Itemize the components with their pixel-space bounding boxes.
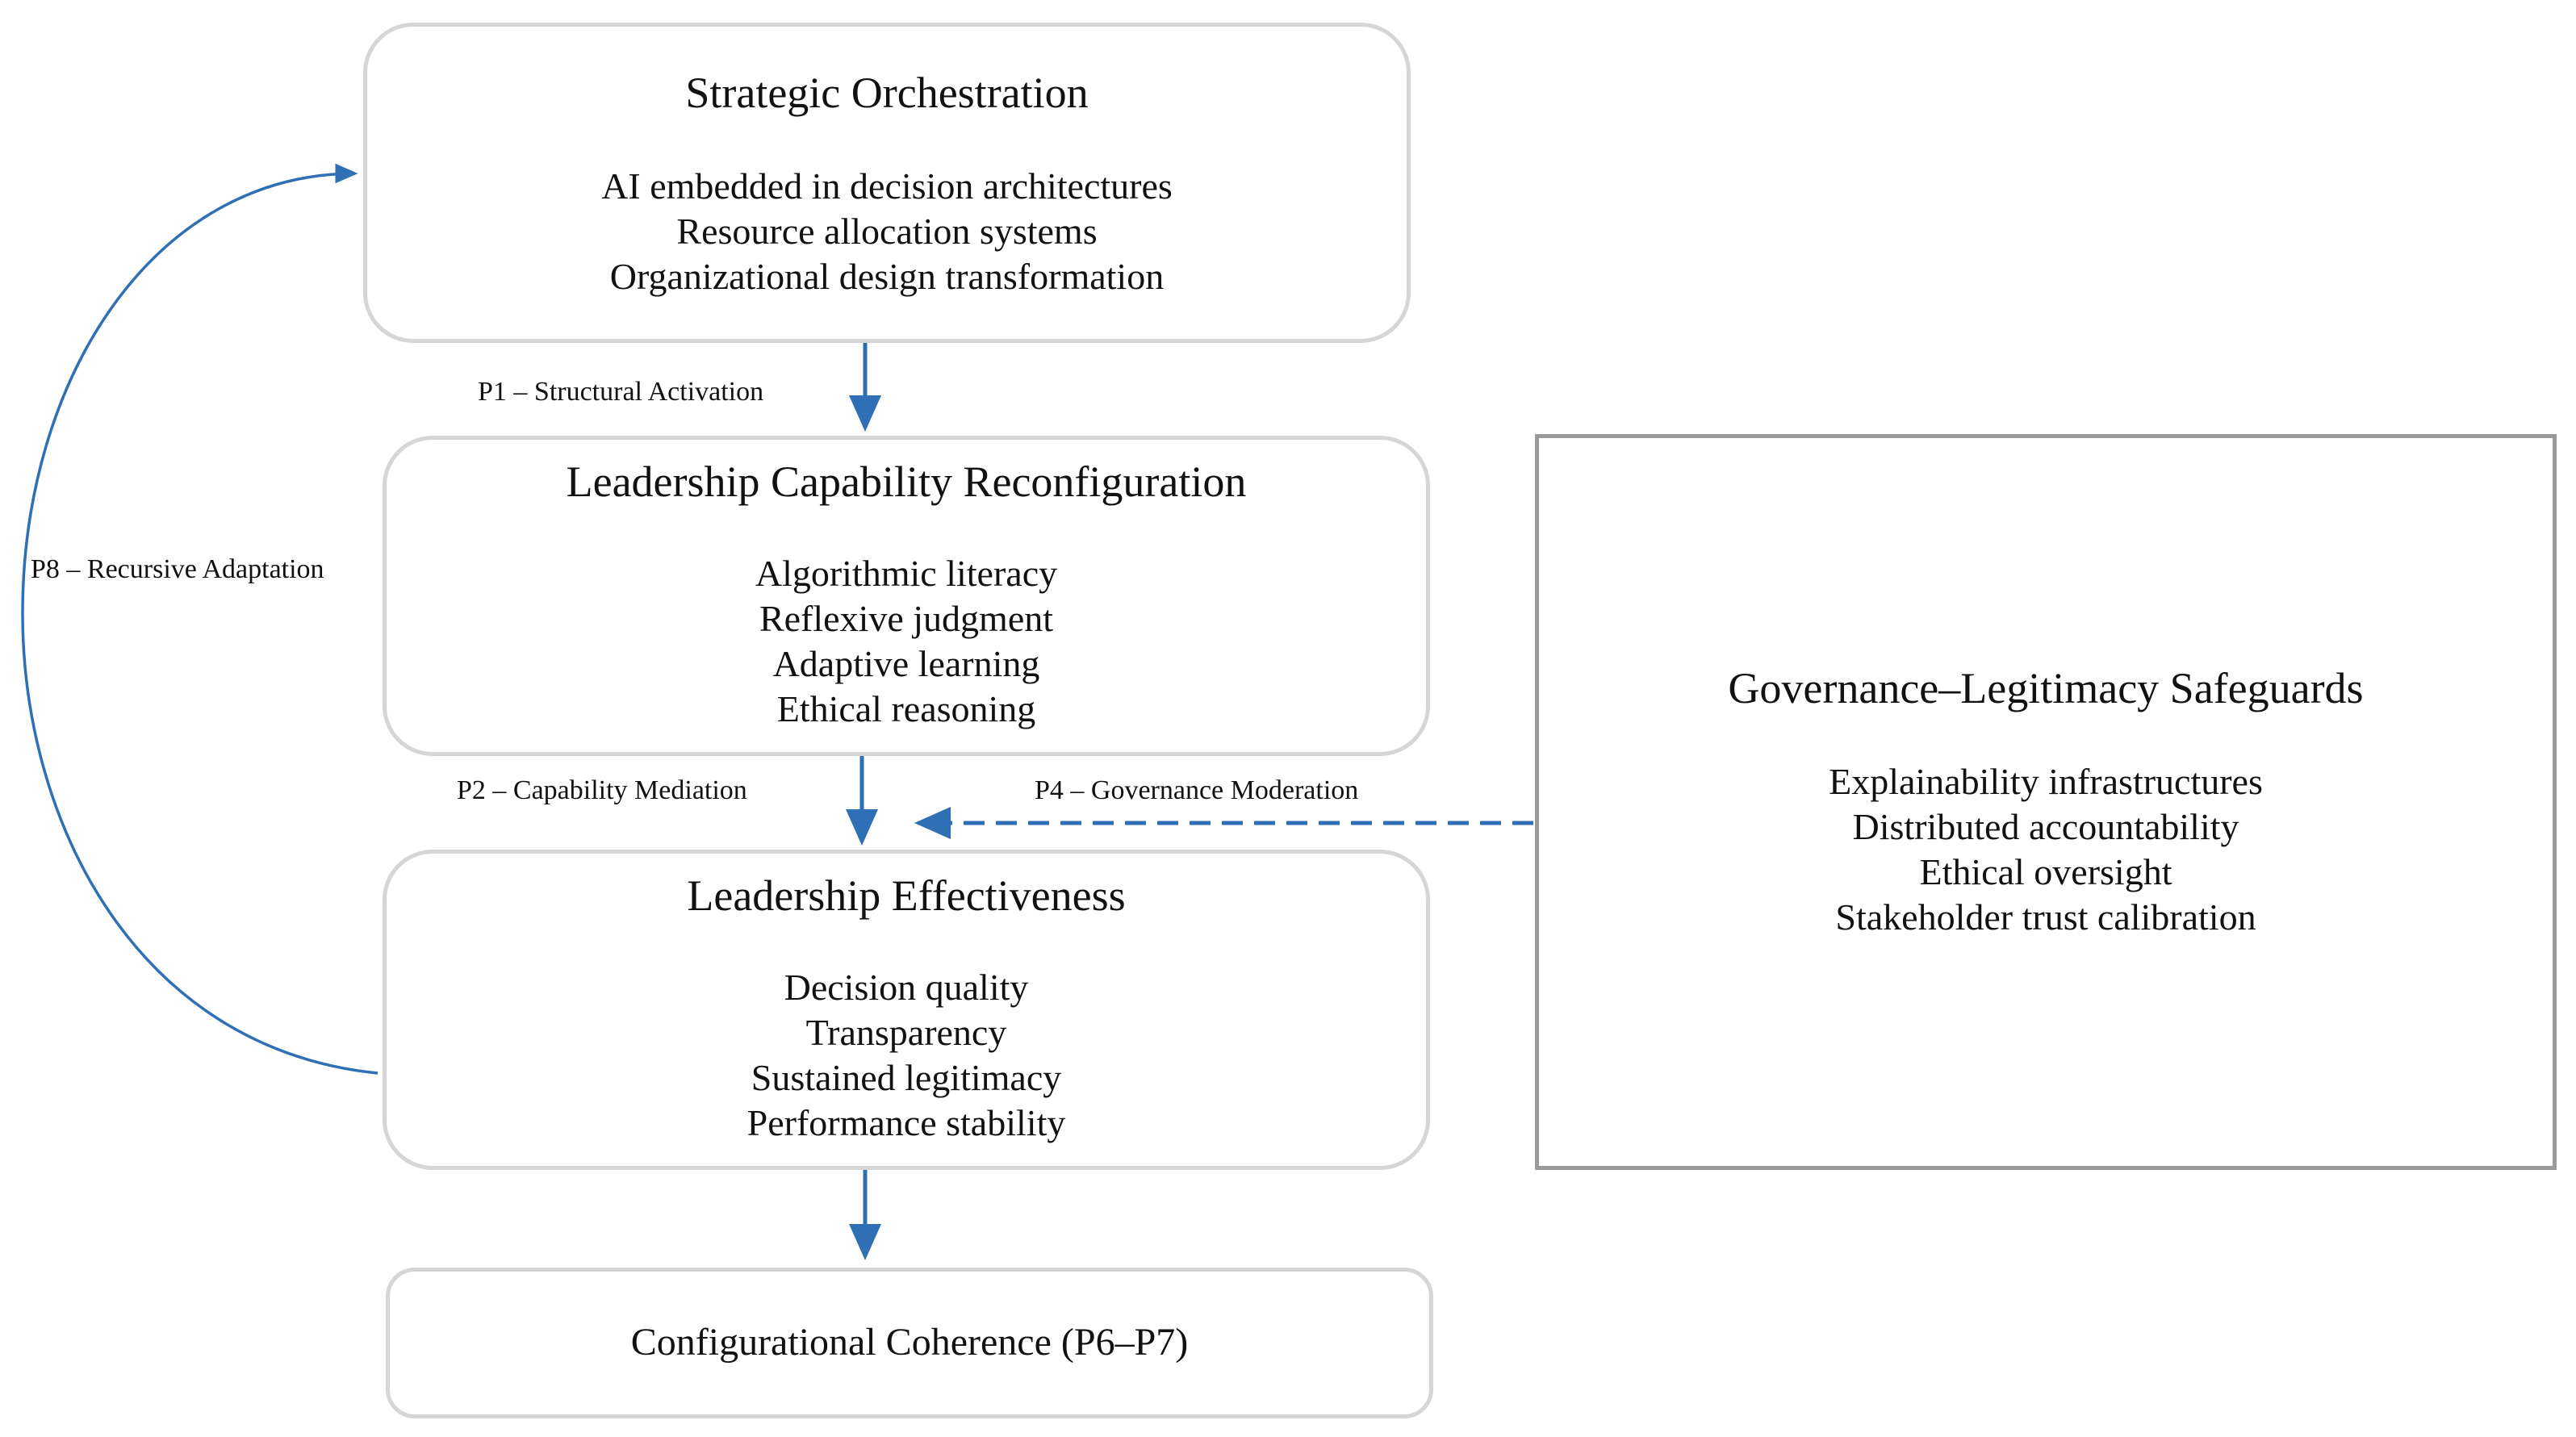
configurational-coherence-title: Configurational Coherence (P6–P7) (630, 1321, 1189, 1364)
box-item: AI embedded in decision architectures (601, 165, 1173, 207)
box-item: Algorithmic literacy (755, 553, 1058, 594)
edge-label-p4: P4 – Governance Moderation (1035, 775, 1359, 805)
edge-label-p1: P1 – Structural Activation (478, 377, 764, 407)
leadership-capability-box (383, 436, 1430, 756)
box-item: Explainability infrastructures (1829, 761, 2263, 802)
leadership-effectiveness-title: Leadership Effectiveness (687, 871, 1126, 920)
governance-safeguards-box (1535, 434, 2557, 1170)
arrow-p8-feedback (23, 173, 378, 1073)
configurational-coherence-box (386, 1268, 1433, 1418)
box-item: Transparency (805, 1012, 1007, 1053)
box-item: Sustained legitimacy (751, 1057, 1062, 1098)
box-item: Reflexive judgment (759, 598, 1054, 639)
edge-label-p8: P8 – Recursive Adaptation (31, 554, 324, 584)
box-item: Stakeholder trust calibration (1835, 896, 2256, 938)
box-item: Organizational design transformation (609, 256, 1165, 297)
strategic-orchestration-items (367, 164, 1407, 299)
edge-label-p2: P2 – Capability Mediation (457, 775, 747, 805)
box-item: Adaptive learning (772, 643, 1040, 684)
leadership-effectiveness-items (387, 965, 1426, 1146)
box-item: Decision quality (784, 967, 1029, 1008)
box-item: Ethical reasoning (776, 688, 1036, 729)
strategic-orchestration-box (363, 23, 1411, 343)
box-item: Performance stability (746, 1102, 1066, 1143)
box-item: Ethical oversight (1919, 851, 2172, 892)
governance-safeguards-title: Governance–Legitimacy Safeguards (1728, 664, 2364, 712)
box-item: Distributed accountability (1852, 806, 2239, 847)
strategic-orchestration-title: Strategic Orchestration (685, 69, 1089, 117)
leadership-capability-items (387, 551, 1426, 732)
leadership-effectiveness-box (383, 850, 1430, 1170)
leadership-capability-title: Leadership Capability Reconfiguration (566, 457, 1247, 506)
governance-safeguards-items (1539, 759, 2553, 940)
box-item: Resource allocation systems (676, 211, 1098, 252)
